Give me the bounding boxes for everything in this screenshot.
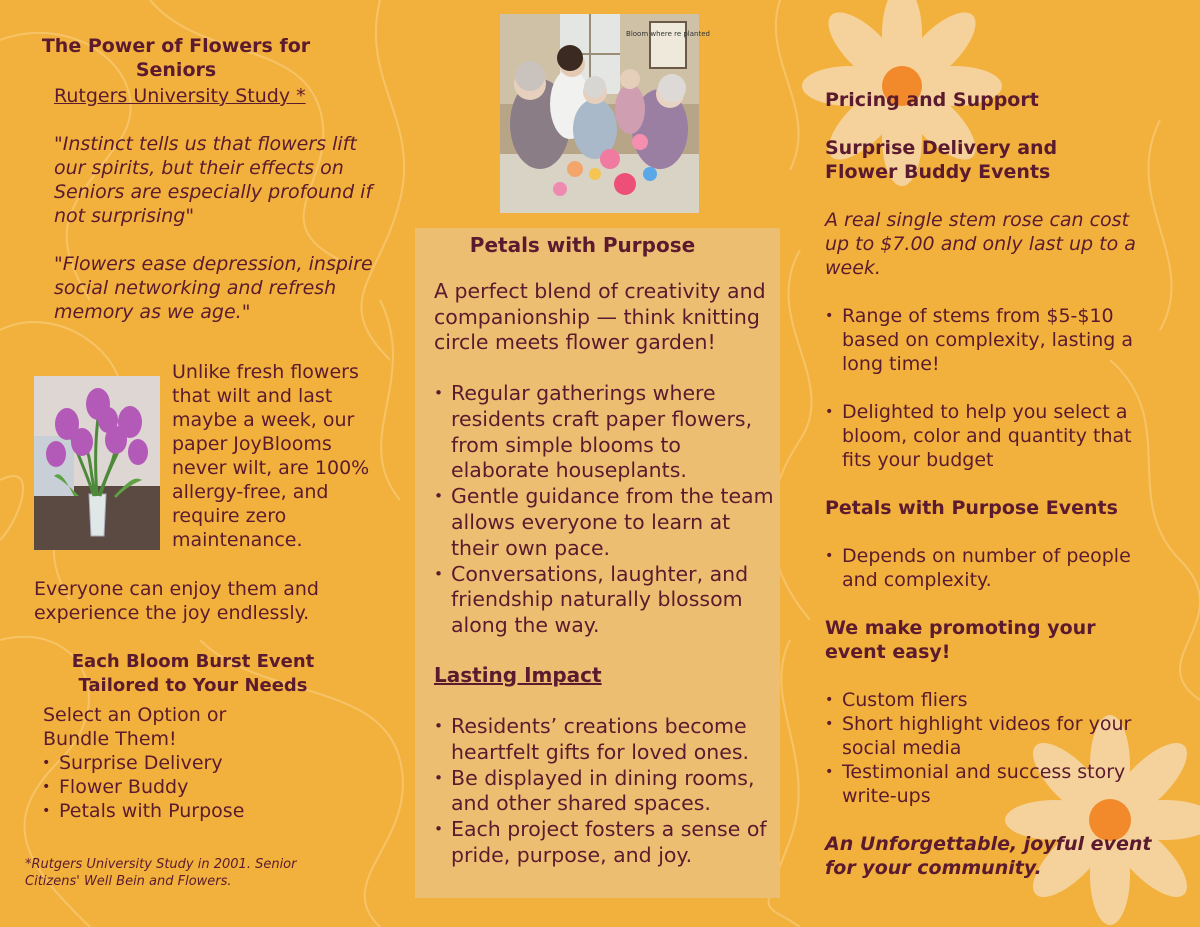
pricing-support-title: Pricing and Support bbox=[825, 89, 1039, 111]
rutgers-study-link[interactable]: Rutgers University Study * bbox=[54, 85, 306, 107]
list-item: • Testimonial and success story write-ups bbox=[825, 760, 1160, 808]
surprise-delivery-title: Surprise Delivery and Flower Buddy Events bbox=[825, 137, 1058, 183]
options-intro: Select an Option or Bundle Them! bbox=[43, 704, 227, 750]
list-item: • Surprise Delivery bbox=[42, 751, 342, 775]
lasting-impact-heading: Lasting Impact bbox=[434, 663, 602, 687]
blend-description: A perfect blend of creativity and companionship — think knitting circle meets flower garden! bbox=[434, 279, 766, 354]
list-item: • Depends on number of people and complexity. bbox=[825, 544, 1160, 592]
list-item: • Gentle guidance from the team allows everyone to learn at their own pace. bbox=[434, 484, 784, 561]
list-item: • Each project fosters a sense of pride, purpose, and joy. bbox=[434, 817, 784, 869]
quote-instinct: "Instinct tells us that flowers lift our spirits, but their effects on Seniors are especially profound if not surprising" bbox=[54, 133, 373, 227]
bloom-burst-heading: Each Bloom Burst Event Tailored to Your Needs bbox=[71, 651, 315, 696]
quote-flowers-ease: "Flowers ease depression, inspire social networking and refresh memory as we age." bbox=[54, 253, 373, 323]
list-item: • Flower Buddy bbox=[42, 775, 342, 799]
list-item: • Delighted to help you select a bloom, color and quantity that fits your budget bbox=[825, 400, 1155, 472]
joyblooms-description: Unlike fresh flowers that wilt and last maybe a week, our paper JoyBlooms never wilt, are 100% allergy-free, and require zero maintenance. bbox=[172, 361, 370, 551]
stems-bullet-list bbox=[825, 304, 1155, 376]
list-item: • Be displayed in dining rooms, and other shared spaces. bbox=[434, 766, 784, 818]
options-list bbox=[42, 751, 342, 823]
list-item: • Range of stems from $5-$10 based on complexity, lasting a long time! bbox=[825, 304, 1155, 376]
list-item: • Regular gatherings where residents craft paper flowers, from simple blooms to elaborate houseplants. bbox=[434, 381, 784, 484]
petals-with-purpose-title: Petals with Purpose bbox=[469, 233, 696, 257]
petals-bullet-list bbox=[434, 381, 784, 639]
list-item: • Conversations, laughter, and friendship naturally blossom along the way. bbox=[434, 562, 784, 639]
seniors-crafting-photo bbox=[500, 14, 710, 213]
promote-event-title: We make promoting your event easy! bbox=[825, 617, 1096, 663]
promo-bullet-list bbox=[825, 688, 1160, 808]
closing-tagline: An Unforgettable, joyful event for your community. bbox=[825, 833, 1152, 879]
impact-bullet-list bbox=[434, 714, 784, 869]
enjoy-endlessly-text: Everyone can enjoy them and experience the joy endlessly. bbox=[34, 578, 319, 624]
help-bullet-list bbox=[825, 400, 1155, 472]
petals-events-title: Petals with Purpose Events bbox=[825, 497, 1118, 519]
rose-cost-text: A real single stem rose can cost up to $7.00 and only last up to a week. bbox=[825, 209, 1136, 279]
power-of-flowers-title: The Power of Flowers for Seniors bbox=[41, 35, 311, 81]
list-item: • Short highlight videos for your social media bbox=[825, 712, 1160, 760]
footnote: *Rutgers University Study in 2001. Senior Citizens' Well Bein and Flowers. bbox=[25, 857, 297, 889]
wall-sign-text: Bloom where re planted bbox=[626, 30, 710, 38]
list-item: • Custom fliers bbox=[825, 688, 1160, 712]
depends-bullet-list bbox=[825, 544, 1160, 592]
tulip-vase-photo bbox=[34, 376, 160, 550]
list-item: • Petals with Purpose bbox=[42, 799, 342, 823]
list-item: • Residents’ creations become heartfelt gifts for loved ones. bbox=[434, 714, 784, 766]
